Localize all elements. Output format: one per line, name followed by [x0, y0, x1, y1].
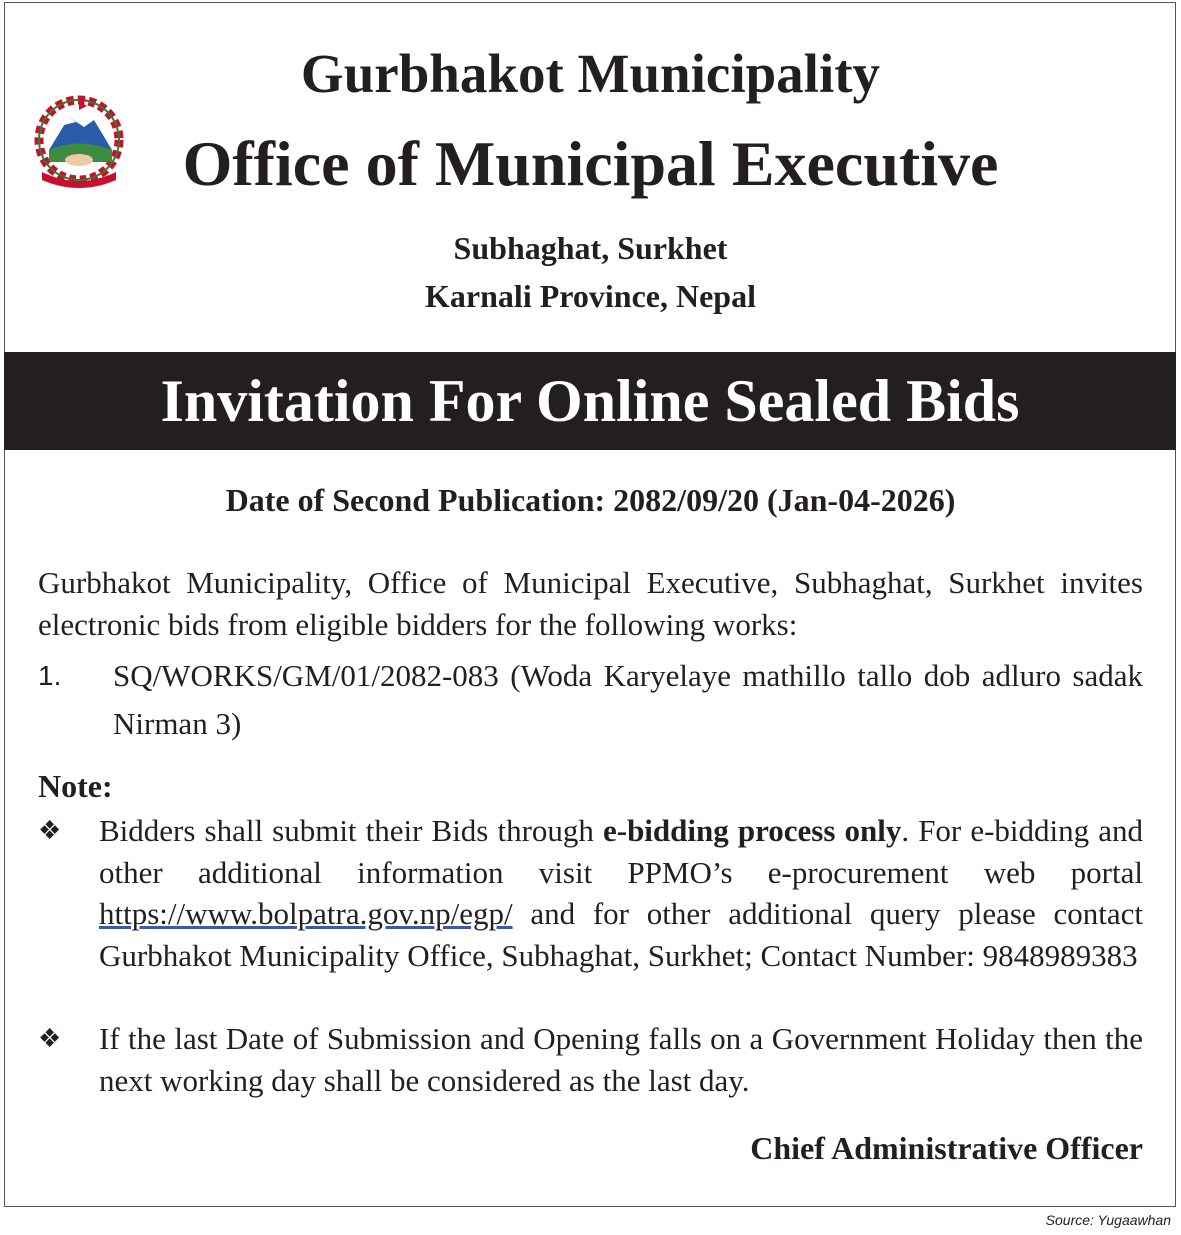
source-credit: Source: Yugaawhan [1045, 1212, 1171, 1228]
bullet-diamond-icon: ❖ [38, 1024, 62, 1053]
signatory: Chief Administrative Officer [750, 1130, 1143, 1166]
note-bullet-1 [38, 810, 1143, 976]
item-number: 1. [38, 660, 62, 691]
municipality-name: Gurbhakot Municipality [300, 43, 881, 104]
publication-date: Date of Second Publication: 2082/09/20 (Jan-04-2026) [225, 482, 956, 518]
bullet-text: and for other additional query please contact Gurbhakot Municipality Office, Subhaghat, Surkhet; Contact Number: 9848989383 [99, 896, 1143, 973]
bullet-text: If the last Date of Submission and Opening falls on a Government Holiday then the next working day shall be considered as the last day. [99, 1021, 1143, 1098]
address-line-2: Karnali Province, Nepal [425, 278, 756, 314]
bullet-emphasis: e-bidding process only [602, 813, 902, 848]
note-bullet-2 [38, 1018, 1143, 1101]
address-line-1: Subhaghat, Surkhet [453, 230, 728, 266]
egp-portal-link[interactable]: https://www.bolpatra.gov.np/egp/ [99, 896, 513, 931]
bullet-diamond-icon: ❖ [38, 816, 62, 845]
note-heading: Note: [38, 768, 113, 804]
notice-title: Invitation For Online Sealed Bids [160, 368, 1020, 434]
item-text: SQ/WORKS/GM/01/2082-083 (Woda Karyelaye mathillo tallo dob adluro sadak Nirman 3) [113, 658, 1143, 741]
bullet-text: Bidders shall submit their Bids through [99, 813, 603, 848]
office-name: Office of Municipal Executive [182, 128, 999, 199]
intro-paragraph: Gurbhakot Municipality, Office of Municipal Executive, Subhaghat, Surkhet invites electronic bids from eligible bidders for the following works: [38, 565, 1143, 642]
bullet-text: . For e-bidding and other additional information visit PPMO’s e-procurement web portal [99, 813, 1143, 890]
title-banner [4, 352, 1176, 450]
works-list-item [38, 652, 1143, 748]
